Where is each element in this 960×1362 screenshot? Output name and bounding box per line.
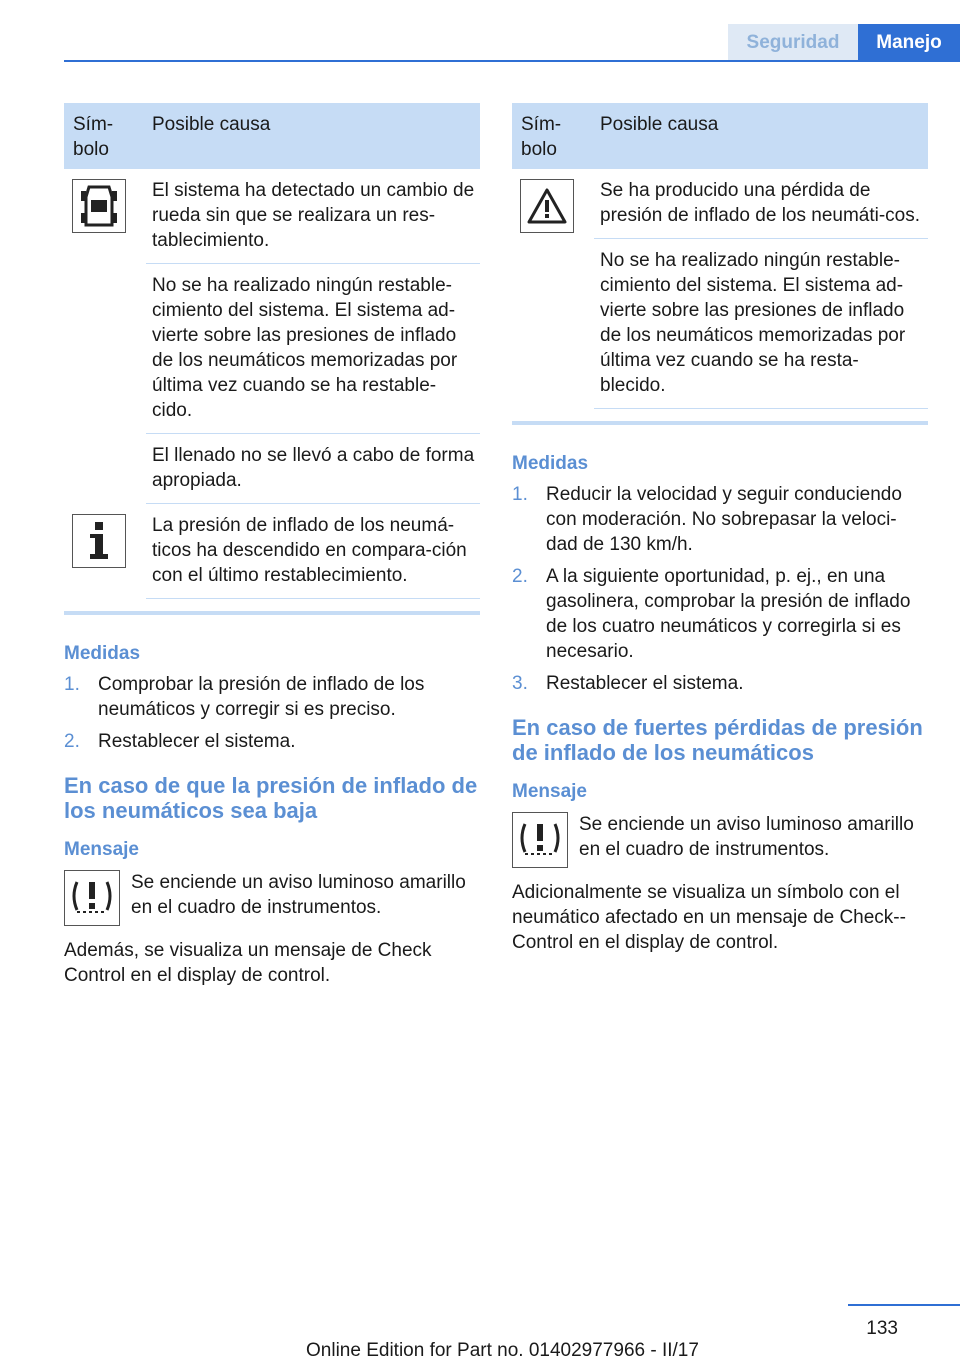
list-item: 2. A la siguiente oportunidad, p. ej., en una gasolinera, comprobar la presión de inflado de los cuatro neumáticos y corregirla si es necesario.	[512, 566, 911, 662]
measures-heading: Medidas	[512, 453, 589, 474]
footer-rule	[848, 1304, 960, 1306]
cause-text: No se ha realizado ningún restable-cimiento del sistema. El sistema ad-vierte sobre las presiones de inflado de los neumáticos memorizadas por última vez cuando se ha resta-blecido.	[594, 239, 928, 409]
table-row	[64, 504, 480, 599]
cause-text: El sistema ha detectado un cambio de rueda sin que se realizara un res-tablecimiento.	[146, 169, 480, 264]
section-heading: En caso de fuertes pérdidas de presión de inflado de los neumáticos	[512, 715, 923, 765]
measures-heading: Medidas	[64, 643, 141, 664]
right-column	[512, 103, 928, 955]
symbol-table	[64, 103, 480, 615]
message-text: Se enciende un aviso luminoso amarillo en el cuadro de instrumentos.	[579, 814, 914, 860]
warning-triangle-icon	[520, 179, 574, 233]
cause-text: La presión de inflado de los neumá-ticos ha descendido en compara-ción con el último restablecimiento.	[146, 504, 480, 599]
cause-text: No se ha realizado ningún restable-cimiento del sistema. El sistema ad-vierte sobre las presiones de inflado de los neumáticos memorizadas por última vez cuando se ha restable-cido.	[146, 264, 480, 434]
message-heading: Mensaje	[64, 839, 139, 860]
table-row	[512, 169, 928, 409]
header-cause: Posible causa	[600, 114, 719, 135]
message-heading: Mensaje	[512, 781, 587, 802]
header-rule	[64, 60, 960, 62]
tire-pressure-warning-icon	[512, 812, 568, 868]
message-text: Se enciende un aviso luminoso amarillo en el cuadro de instrumentos.	[131, 872, 466, 918]
section-tab[interactable]: Seguridad	[728, 24, 858, 62]
message-block	[64, 870, 480, 926]
edition-text: Online Edition for Part no. 01402977966 - II/17	[306, 1340, 699, 1361]
list-item: 1. Comprobar la presión de inflado de los neumáticos y corregir si es preciso.	[64, 674, 425, 720]
chapter-tab[interactable]: Manejo	[858, 24, 960, 62]
measures-list	[512, 482, 928, 696]
list-item: 2. Restablecer el sistema.	[64, 731, 296, 752]
car-wheel-icon	[72, 179, 126, 233]
message-block	[512, 812, 928, 868]
page-number: 133	[866, 1318, 898, 1339]
info-icon	[72, 514, 126, 568]
list-item: 3. Restablecer el sistema.	[512, 673, 744, 694]
table-row	[64, 169, 480, 504]
tire-pressure-warning-icon	[64, 870, 120, 926]
table-header	[512, 103, 928, 169]
header-symbol: Sím- bolo	[73, 114, 114, 160]
left-column	[64, 103, 480, 988]
section-heading: En caso de que la presión de inflado de los neumáticos sea baja	[64, 773, 478, 823]
list-item: 1. Reducir la velocidad y seguir conduciendo con moderación. No sobrepasar la veloci-dad de 130 km/h.	[512, 484, 902, 555]
header-cause: Posible causa	[152, 114, 271, 135]
cause-text: Se ha producido una pérdida de presión de inflado de los neumáti-cos.	[594, 169, 928, 239]
extra-text: Además, se visualiza un mensaje de Check Control en el display de control.	[64, 940, 432, 986]
extra-text: Adicionalmente se visualiza un símbolo con el neumático afectado en un mensaje de Check--Control en el display de control.	[512, 882, 906, 953]
table-header	[64, 103, 480, 169]
page-header	[728, 24, 960, 62]
symbol-table	[512, 103, 928, 425]
cause-text: El llenado no se llevó a cabo de forma apropiada.	[146, 434, 480, 504]
measures-list	[64, 672, 480, 754]
header-symbol: Sím- bolo	[521, 114, 562, 160]
